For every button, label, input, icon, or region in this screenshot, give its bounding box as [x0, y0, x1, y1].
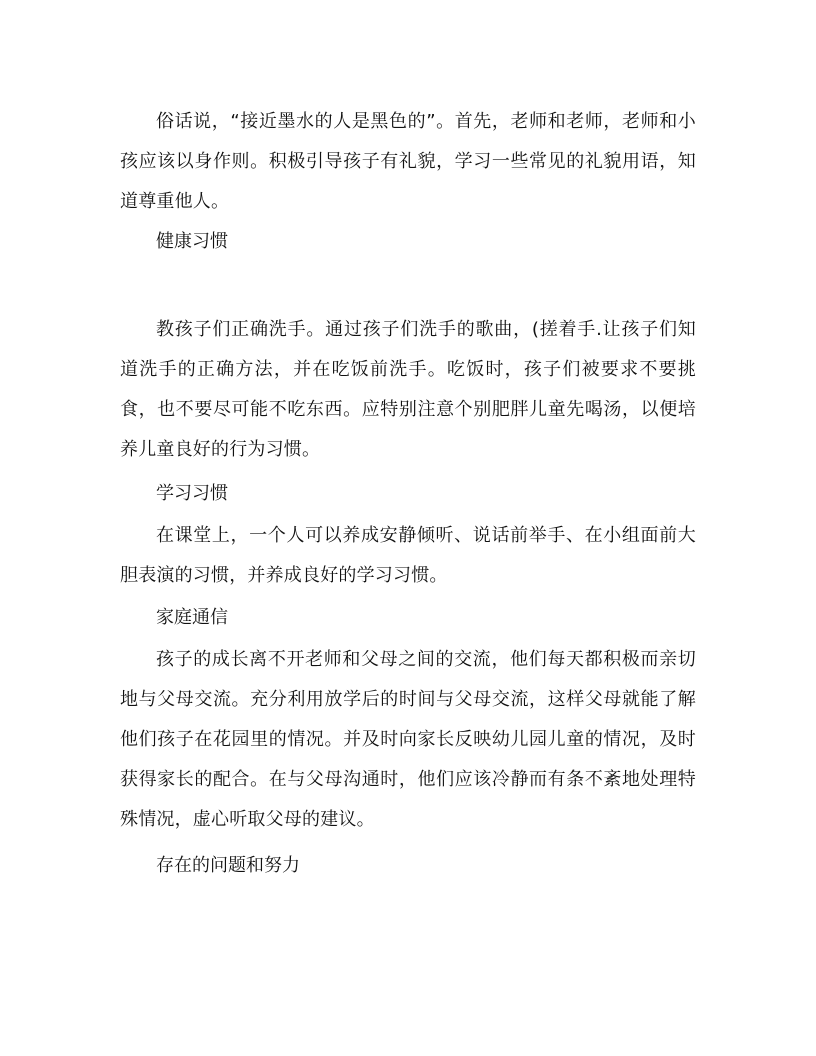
heading-study-habits: 学习习惯 — [156, 483, 228, 504]
paragraph-family: 孩子的成长离不开老师和父母之间的交流，他们每天都积极而亲切地与父母交流。充分利用放学后的时间与父母交流，这样父母就能了解他们孩子在花园里的情况。并及时向家长反映幼儿园儿童的情况，及时获得家长的配合。在与父母沟通时，他们应该冷静而有条不紊地处理特殊情况，虚心听取父母的建议。 — [120, 649, 696, 830]
heading-problems-and-efforts: 存在的问题和努力 — [156, 855, 300, 876]
paragraph-etiquette: 俗话说，“接近墨水的人是黑色的”。首先，老师和老师，老师和小孩应该以身作则。积极引导孩子有礼貌，学习一些常见的礼貌用语，知道尊重他人。 — [120, 111, 696, 212]
heading-family-communication: 家庭通信 — [156, 607, 228, 628]
heading-health-habits: 健康习惯 — [156, 231, 228, 252]
paragraph-health: 教孩子们正确洗手。通过孩子们洗手的歌曲，(搓着手.让孩子们知道洗手的正确方法，并在吃饭前洗手。吃饭时，孩子们被要求不要挑食，也不要尽可能不吃东西。应特别注意个别肥胖儿童先喝汤，以便培养儿童良好的行为习惯。 — [120, 319, 696, 460]
paragraph-study: 在课堂上，一个人可以养成安静倾听、说话前举手、在小组面前大胆表演的习惯，并养成良好的学习习惯。 — [120, 525, 696, 586]
